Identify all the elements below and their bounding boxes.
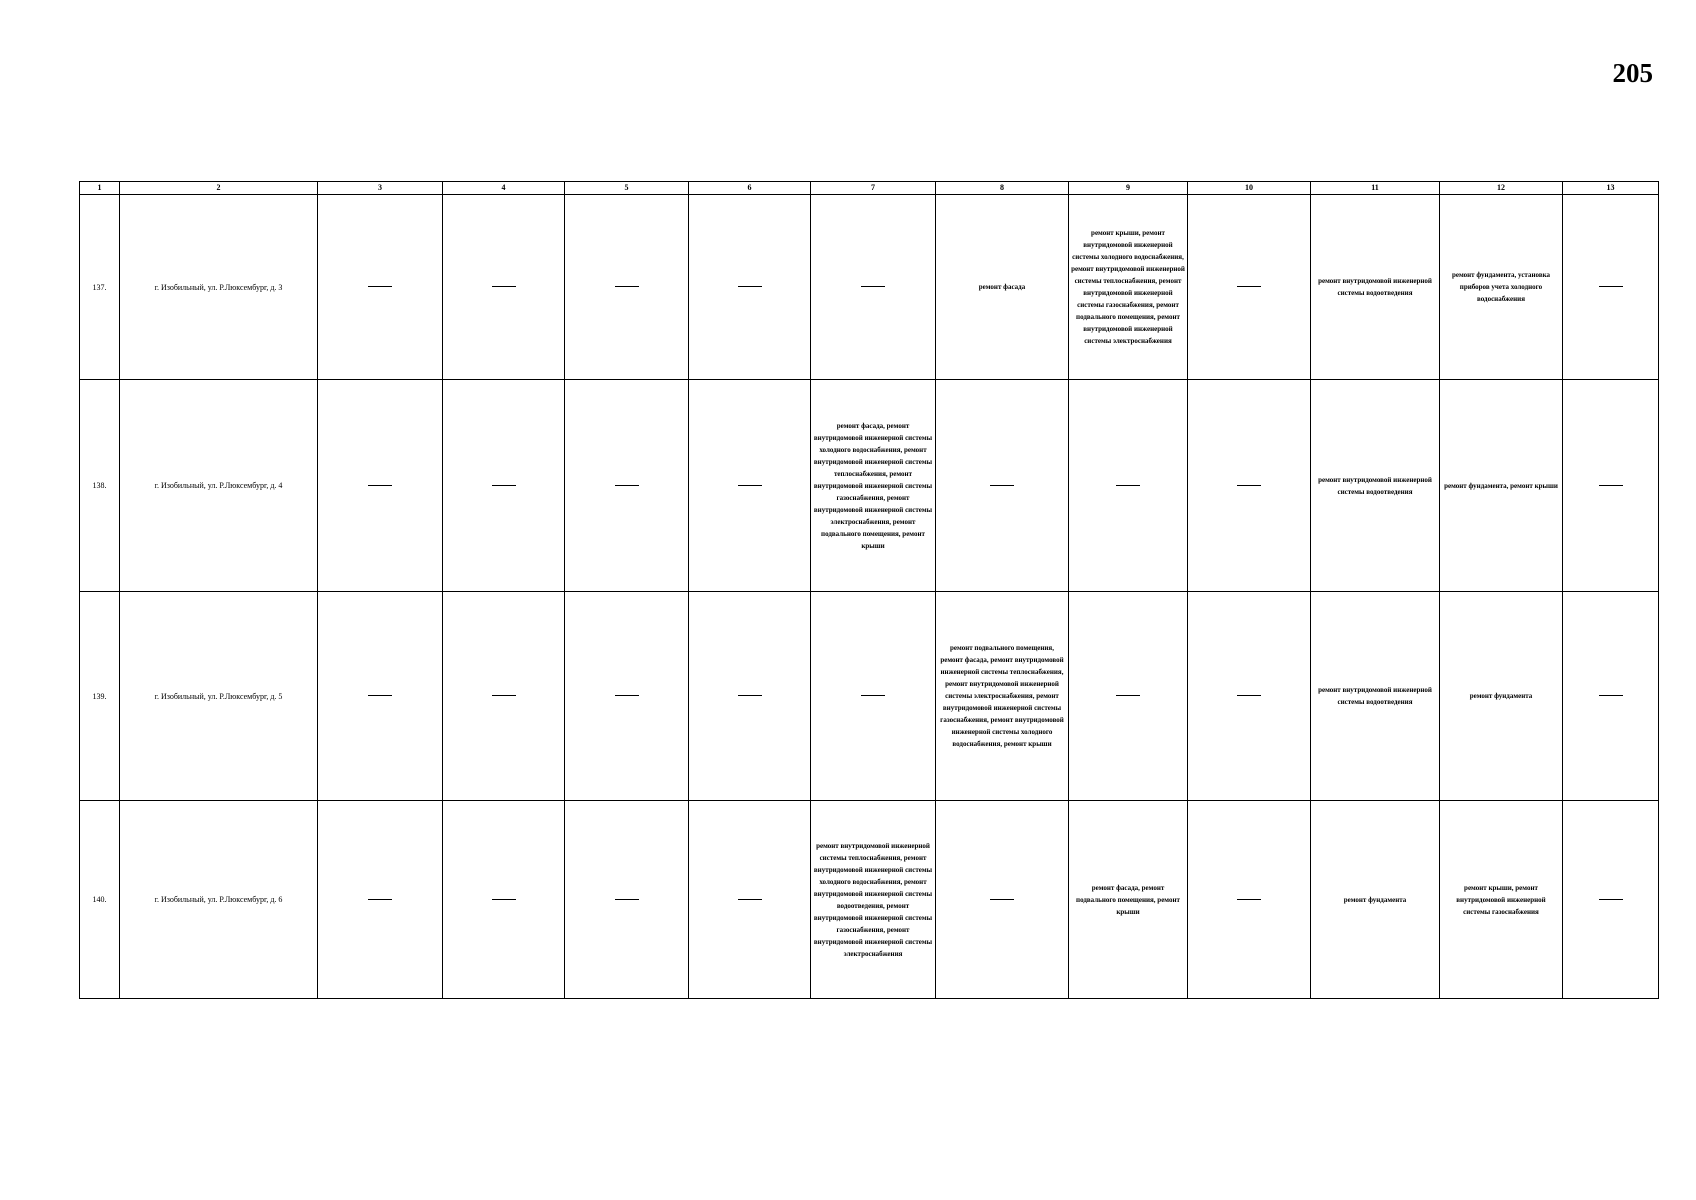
repair-works-cell: ремонт фундамента (1440, 592, 1563, 801)
empty-dash-cell (1188, 195, 1311, 380)
empty-dash-cell (811, 592, 936, 801)
empty-dash-cell (689, 592, 811, 801)
column-header: 10 (1188, 182, 1311, 195)
dash-mark (1116, 695, 1140, 696)
dash-mark (1599, 695, 1623, 696)
repair-works-cell: ремонт фундамента, установка приборов учета холодного водоснабжения (1440, 195, 1563, 380)
dash-mark (615, 485, 639, 486)
repair-works-cell: ремонт крыши, ремонт внутридомовой инженерной системы газоснабжения (1440, 801, 1563, 999)
dash-mark (615, 695, 639, 696)
empty-dash-cell (936, 380, 1069, 592)
empty-dash-cell (1069, 592, 1188, 801)
empty-dash-cell (565, 380, 689, 592)
repair-works-cell: ремонт подвального помещения, ремонт фасада, ремонт внутридомовой инженерной системы теплоснабжения, ремонт внутридомовой инженерной системы электроснабжения, ремонт внутридомовой инженерной системы газоснабжения, ремонт внутридомовой инженерной системы холодного водоснабжения, ремонт крыши (936, 592, 1069, 801)
dash-mark (615, 286, 639, 287)
row-number: 138. (80, 380, 120, 592)
repair-works-cell: ремонт крыши, ремонт внутридомовой инженерной системы холодного водоснабжения, ремонт внутридомовой инженерной системы теплоснабжения, ремонт внутридомовой инженерной системы газоснабжения, ремонт подвального помещения, ремонт внутридомовой инженерной системы электроснабжения (1069, 195, 1188, 380)
empty-dash-cell (689, 195, 811, 380)
repair-works-cell: ремонт фундамента, ремонт крыши (1440, 380, 1563, 592)
dash-mark (738, 485, 762, 486)
empty-dash-cell (565, 592, 689, 801)
empty-dash-cell (1188, 592, 1311, 801)
empty-dash-cell (443, 801, 565, 999)
header-row (80, 182, 1659, 195)
repair-works-cell: ремонт фасада (936, 195, 1069, 380)
empty-dash-cell (811, 195, 936, 380)
row-address: г. Изобильный, ул. Р.Люксембург, д. 3 (120, 195, 318, 380)
dash-mark (738, 899, 762, 900)
empty-dash-cell (443, 380, 565, 592)
empty-dash-cell (689, 801, 811, 999)
dash-mark (492, 899, 516, 900)
table-row (80, 801, 1659, 999)
repair-register-table (79, 181, 1659, 999)
empty-dash-cell (318, 801, 443, 999)
repair-works-cell: ремонт фундамента (1311, 801, 1440, 999)
dash-mark (861, 695, 885, 696)
empty-dash-cell (318, 195, 443, 380)
row-address: г. Изобильный, ул. Р.Люксембург, д. 5 (120, 592, 318, 801)
dash-mark (492, 695, 516, 696)
empty-dash-cell (689, 380, 811, 592)
empty-dash-cell (1563, 592, 1659, 801)
column-header: 1 (80, 182, 120, 195)
empty-dash-cell (1069, 380, 1188, 592)
dash-mark (1237, 286, 1261, 287)
column-header: 12 (1440, 182, 1563, 195)
dash-mark (1116, 485, 1140, 486)
empty-dash-cell (443, 195, 565, 380)
empty-dash-cell (936, 801, 1069, 999)
dash-mark (738, 695, 762, 696)
column-header: 5 (565, 182, 689, 195)
column-header: 9 (1069, 182, 1188, 195)
dash-mark (738, 286, 762, 287)
empty-dash-cell (443, 592, 565, 801)
dash-mark (368, 695, 392, 696)
dash-mark (861, 286, 885, 287)
column-header: 4 (443, 182, 565, 195)
column-header: 8 (936, 182, 1069, 195)
dash-mark (1237, 695, 1261, 696)
table-row (80, 592, 1659, 801)
dash-mark (368, 485, 392, 486)
column-header: 3 (318, 182, 443, 195)
table-row (80, 380, 1659, 592)
dash-mark (368, 899, 392, 900)
empty-dash-cell (1563, 380, 1659, 592)
repair-works-cell: ремонт внутридомовой инженерной системы водоотведения (1311, 592, 1440, 801)
row-address: г. Изобильный, ул. Р.Люксембург, д. 6 (120, 801, 318, 999)
empty-dash-cell (1563, 195, 1659, 380)
dash-mark (1237, 485, 1261, 486)
row-number: 140. (80, 801, 120, 999)
dash-mark (615, 899, 639, 900)
repair-works-cell: ремонт фасада, ремонт подвального помещения, ремонт крыши (1069, 801, 1188, 999)
empty-dash-cell (318, 592, 443, 801)
empty-dash-cell (318, 380, 443, 592)
repair-works-cell: ремонт внутридомовой инженерной системы водоотведения (1311, 380, 1440, 592)
column-header: 2 (120, 182, 318, 195)
column-header: 6 (689, 182, 811, 195)
repair-works-cell: ремонт внутридомовой инженерной системы теплоснабжения, ремонт внутридомовой инженерной системы холодного водоснабжения, ремонт внутридомовой инженерной системы водоотведения, ремонт внутридомовой инженерной системы газоснабжения, ремонт внутридомовой инженерной системы электроснабжения (811, 801, 936, 999)
row-number: 137. (80, 195, 120, 380)
table-row (80, 195, 1659, 380)
repair-works-cell: ремонт внутридомовой инженерной системы водоотведения (1311, 195, 1440, 380)
column-header: 7 (811, 182, 936, 195)
page-number: 205 (1612, 58, 1653, 88)
empty-dash-cell (1188, 801, 1311, 999)
dash-mark (492, 286, 516, 287)
empty-dash-cell (1563, 801, 1659, 999)
empty-dash-cell (1188, 380, 1311, 592)
table-body (80, 195, 1659, 999)
dash-mark (1237, 899, 1261, 900)
empty-dash-cell (565, 195, 689, 380)
empty-dash-cell (565, 801, 689, 999)
dash-mark (1599, 286, 1623, 287)
row-address: г. Изобильный, ул. Р.Люксембург, д. 4 (120, 380, 318, 592)
column-header: 13 (1563, 182, 1659, 195)
dash-mark (492, 485, 516, 486)
dash-mark (1599, 899, 1623, 900)
column-header: 11 (1311, 182, 1440, 195)
dash-mark (1599, 485, 1623, 486)
repair-works-cell: ремонт фасада, ремонт внутридомовой инженерной системы холодного водоснабжения, ремонт внутридомовой инженерной системы теплоснабжения, ремонт внутридомовой инженерной системы газоснабжения, ремонт внутридомовой инженерной системы электроснабжения, ремонт подвального помещения, ремонт крыши (811, 380, 936, 592)
dash-mark (990, 485, 1014, 486)
dash-mark (368, 286, 392, 287)
dash-mark (990, 899, 1014, 900)
row-number: 139. (80, 592, 120, 801)
